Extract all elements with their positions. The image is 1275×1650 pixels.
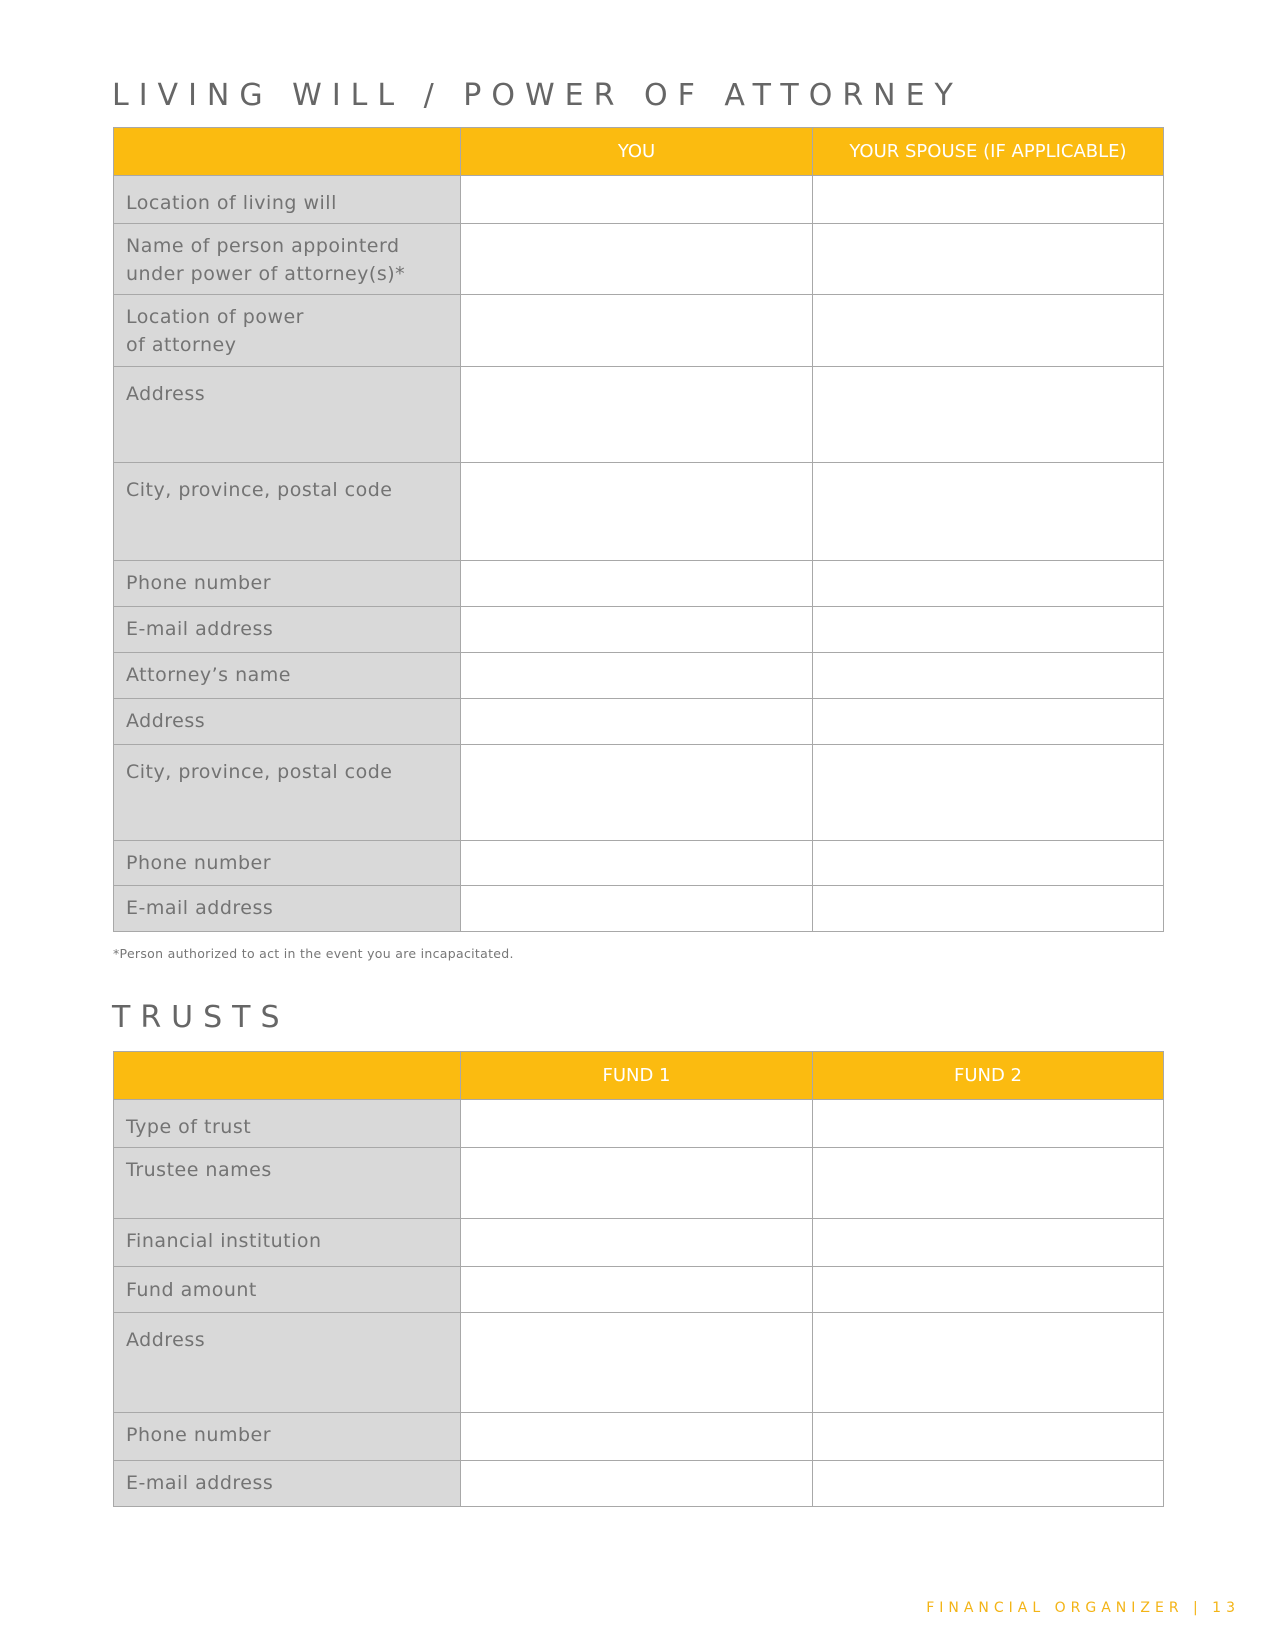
trusts-title: TRUSTS — [112, 1000, 290, 1035]
row-label-location-poa: Location of power of attorney — [114, 295, 461, 367]
spouse-field[interactable] — [813, 295, 1164, 367]
table-row — [114, 224, 1164, 295]
row-label-location-living-will: Location of living will — [114, 176, 461, 224]
table-row — [114, 1148, 1164, 1219]
table-row — [114, 1267, 1164, 1313]
table-row — [114, 1100, 1164, 1148]
table-row — [114, 607, 1164, 653]
you-field[interactable] — [461, 176, 813, 224]
row-label-trust-type: Type of trust — [114, 1100, 461, 1148]
fund-2-field[interactable] — [813, 1148, 1164, 1219]
you-field[interactable] — [461, 841, 813, 886]
column-header-you: YOU — [461, 128, 813, 176]
table-row — [114, 176, 1164, 224]
spouse-field[interactable] — [813, 224, 1164, 295]
column-header-spouse: YOUR SPOUSE (IF APPLICABLE) — [813, 128, 1164, 176]
table-header-row — [114, 1052, 1164, 1100]
you-field[interactable] — [461, 367, 813, 463]
table-row — [114, 1313, 1164, 1413]
spouse-field[interactable] — [813, 745, 1164, 841]
table-row — [114, 886, 1164, 932]
fund-1-field[interactable] — [461, 1313, 813, 1413]
spouse-field[interactable] — [813, 841, 1164, 886]
row-label-trust-phone: Phone number — [114, 1413, 461, 1461]
row-label-trust-email: E-mail address — [114, 1461, 461, 1507]
living-will-title: LIVING WILL / POWER OF ATTORNEY — [112, 78, 963, 113]
spouse-field[interactable] — [813, 463, 1164, 561]
spouse-field[interactable] — [813, 886, 1164, 932]
trusts-table — [113, 1051, 1164, 1507]
column-header-fund-1: FUND 1 — [461, 1052, 813, 1100]
you-field[interactable] — [461, 224, 813, 295]
spouse-field[interactable] — [813, 699, 1164, 745]
table-row — [114, 699, 1164, 745]
table-row — [114, 561, 1164, 607]
table-row — [114, 1219, 1164, 1267]
you-field[interactable] — [461, 607, 813, 653]
fund-1-field[interactable] — [461, 1267, 813, 1313]
row-label-trust-address: Address — [114, 1313, 461, 1413]
spouse-field[interactable] — [813, 607, 1164, 653]
you-field[interactable] — [461, 561, 813, 607]
table-header-row — [114, 128, 1164, 176]
table-row — [114, 463, 1164, 561]
row-label-financial-institution: Financial institution — [114, 1219, 461, 1267]
table-row — [114, 841, 1164, 886]
column-header-fund-2: FUND 2 — [813, 1052, 1164, 1100]
table-row — [114, 367, 1164, 463]
footnote: *Person authorized to act in the event you are incapacitated. — [113, 946, 514, 961]
row-label-phone: Phone number — [114, 561, 461, 607]
you-field[interactable] — [461, 295, 813, 367]
spouse-field[interactable] — [813, 367, 1164, 463]
table-row — [114, 1461, 1164, 1507]
table-row — [114, 745, 1164, 841]
row-label-poa-person: Name of person appointerd under power of attorney(s)* — [114, 224, 461, 295]
spouse-field[interactable] — [813, 176, 1164, 224]
row-label-attorney-name: Attorney’s name — [114, 653, 461, 699]
spouse-field[interactable] — [813, 561, 1164, 607]
table-row — [114, 295, 1164, 367]
row-label-attorney-email: E-mail address — [114, 886, 461, 932]
row-label-attorney-city: City, province, postal code — [114, 745, 461, 841]
row-label-attorney-phone: Phone number — [114, 841, 461, 886]
row-label-city: City, province, postal code — [114, 463, 461, 561]
living-will-table — [113, 127, 1164, 932]
row-label-address: Address — [114, 367, 461, 463]
fund-1-field[interactable] — [461, 1148, 813, 1219]
row-label-attorney-address: Address — [114, 699, 461, 745]
fund-1-field[interactable] — [461, 1219, 813, 1267]
you-field[interactable] — [461, 886, 813, 932]
column-header-blank — [114, 1052, 461, 1100]
spouse-field[interactable] — [813, 653, 1164, 699]
fund-2-field[interactable] — [813, 1313, 1164, 1413]
row-label-trustee-names: Trustee names — [114, 1148, 461, 1219]
row-label-fund-amount: Fund amount — [114, 1267, 461, 1313]
table-row — [114, 653, 1164, 699]
table-row — [114, 1413, 1164, 1461]
column-header-blank — [114, 128, 461, 176]
fund-2-field[interactable] — [813, 1267, 1164, 1313]
you-field[interactable] — [461, 699, 813, 745]
fund-2-field[interactable] — [813, 1100, 1164, 1148]
fund-2-field[interactable] — [813, 1413, 1164, 1461]
you-field[interactable] — [461, 463, 813, 561]
you-field[interactable] — [461, 653, 813, 699]
fund-1-field[interactable] — [461, 1461, 813, 1507]
fund-2-field[interactable] — [813, 1461, 1164, 1507]
row-label-email: E-mail address — [114, 607, 461, 653]
page-footer: FINANCIAL ORGANIZER | 13 — [926, 1600, 1240, 1616]
fund-2-field[interactable] — [813, 1219, 1164, 1267]
you-field[interactable] — [461, 745, 813, 841]
fund-1-field[interactable] — [461, 1413, 813, 1461]
fund-1-field[interactable] — [461, 1100, 813, 1148]
